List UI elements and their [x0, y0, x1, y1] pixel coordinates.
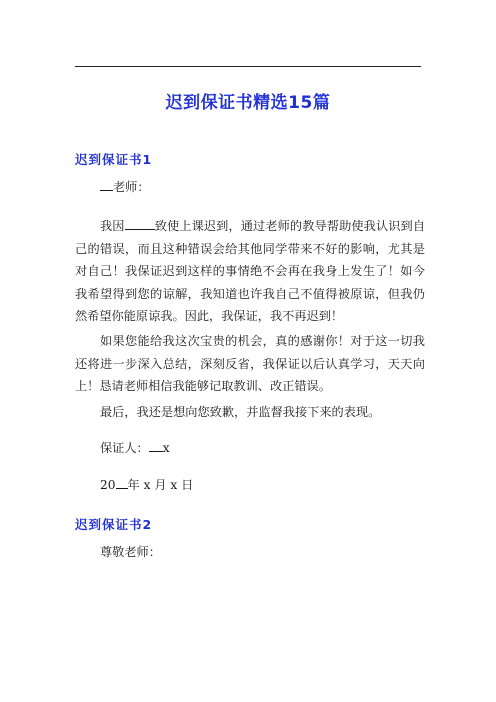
section-heading-1: 迟到保证书1 [75, 152, 153, 167]
date-rest: 年 x 月 x 日 [127, 478, 194, 492]
blank-line [100, 178, 113, 191]
date-line [75, 474, 425, 497]
salutation-text: 老师： [113, 180, 150, 194]
blank-line [125, 217, 155, 230]
header-rule [75, 66, 421, 67]
body-paragraph-3: 最后，我还是想向您致歉，并监督我接下来的表现。 [100, 405, 381, 419]
signer-line [75, 437, 425, 460]
salutation-2: 尊敬老师： [100, 545, 161, 559]
body-paragraph-1-start: 我因 [100, 219, 125, 233]
blank-line [149, 439, 163, 452]
body-paragraph-1-rest: 致使上课迟到，通过老师的教导帮助使我认识到自己的错误，而且这种错误会给其他同学带来不好的影响，尤其是对自己！我保证迟到这样的事情绝不会再在我身上发生了！如今我希望得到您的谅解，我知道也许我自己不值得被原谅，但我仍然希望你能原谅我。因此，我保证，我不再迟到！ [75, 219, 426, 323]
blank-line [116, 476, 128, 489]
section-heading-2: 迟到保证书2 [75, 517, 153, 532]
date-year-prefix: 20 [100, 478, 116, 492]
body-paragraph-1 [75, 215, 425, 328]
document-title: 迟到保证书精选15篇 [165, 93, 331, 113]
salutation-1 [75, 176, 425, 199]
body-paragraph-2: 如果您能给我这次宝贵的机会，真的感谢你！对于这一切我还将进一步深入总结，深刻反省，我保证以后认真学习，天天向上！恳请老师相信我能够记取教训、改正错误。 [75, 334, 425, 393]
signer-label: 保证人： [100, 441, 149, 455]
signer-value: x [162, 441, 170, 455]
